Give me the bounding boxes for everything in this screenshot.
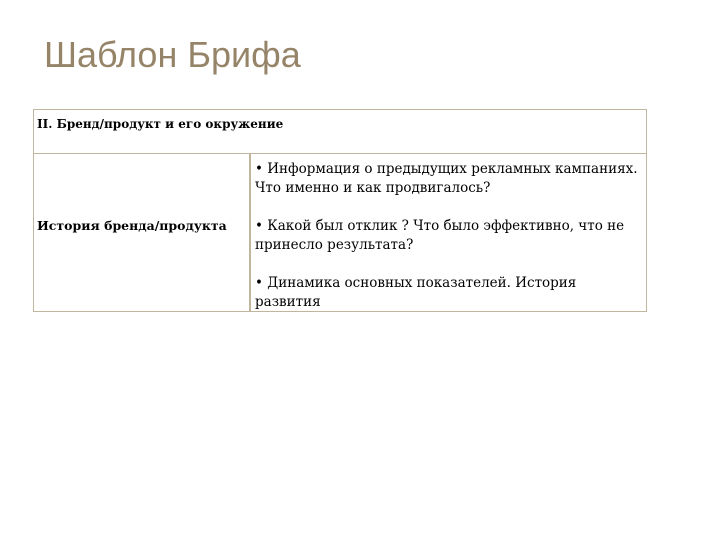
bullet-item-dynamics: • Динамика основных показателей. История развития xyxy=(255,275,577,310)
bullet-item-previous-campaigns: • Информация о предыдущих рекламных кампаниях. Что именно и как продвигалось? xyxy=(255,161,638,196)
section-header: II. Бренд/продукт и его окружение xyxy=(37,117,284,131)
brief-table xyxy=(33,109,647,312)
table-header-row xyxy=(34,110,646,154)
row-label: История бренда/продукта xyxy=(37,218,227,233)
bullet-list xyxy=(255,160,645,312)
bullet-item-response: • Какой был отклик ? Что было эффективно, что не принесло результата? xyxy=(255,218,625,253)
column-divider xyxy=(249,154,251,311)
slide-title: Шаблон Брифа xyxy=(44,34,301,75)
